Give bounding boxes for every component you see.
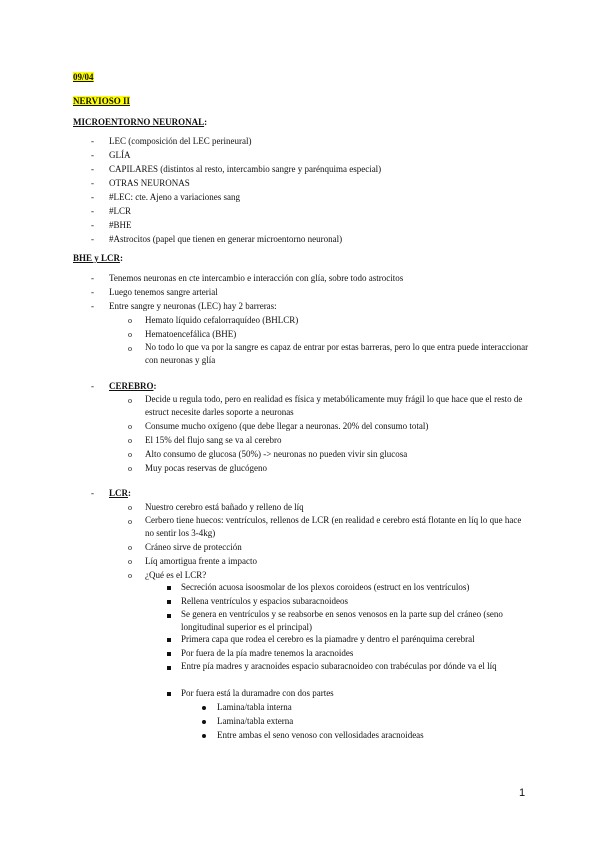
dash-bullet: - bbox=[91, 164, 94, 174]
sub-list-item: El 15% del flujo sang se va al cerebro bbox=[145, 435, 282, 445]
sub-list-item: Nuestro cerebro está bañado y relleno de líq bbox=[145, 502, 304, 512]
sub-list-item: Hemato líquido cefalorraquídeo (BHLCR) bbox=[145, 315, 299, 325]
circle-bullet-icon: o bbox=[128, 396, 132, 405]
sub-sub-list-item: Primera capa que rodea el cerebro es la piamadre y dentro el parénquima cerebral bbox=[181, 634, 475, 644]
list-item: CAPILARES (distintos al resto, intercambio sangre y parénquima especial) bbox=[109, 164, 382, 174]
sub-sub-sub-list-item: Lamina/tabla interna bbox=[217, 702, 292, 712]
sub-sub-list-item: Entre pía madres y aracnoides espacio subaracnoideo con trabéculas por dónde va el líq bbox=[181, 661, 497, 671]
date-heading: 09/04 bbox=[73, 72, 94, 82]
section-heading-microentorno: MICROENTORNO NEURONAL: bbox=[73, 117, 208, 127]
dash-bullet: - bbox=[91, 136, 94, 146]
sub-sub-list-item: Por fuera está la duramadre con dos partes bbox=[181, 688, 334, 698]
dash-bullet: - bbox=[91, 488, 94, 498]
list-item: Luego tenemos sangre arterial bbox=[109, 287, 218, 297]
sub-list-item: Consume mucho oxígeno (que debe llegar a neuronas. 20% del consumo total) bbox=[145, 421, 429, 431]
circle-bullet-icon: o bbox=[128, 503, 132, 512]
dash-bullet: - bbox=[91, 301, 94, 311]
square-bullet-icon bbox=[167, 614, 171, 618]
sub-sub-list-item: Rellena ventrículos y espacios subaracnoideos bbox=[181, 596, 348, 606]
dash-bullet: - bbox=[91, 234, 94, 244]
sub-list-item: Cráneo sirve de protección bbox=[145, 542, 242, 552]
page-title: NERVIOSO II bbox=[73, 96, 130, 106]
square-bullet-icon bbox=[167, 638, 171, 642]
circle-bullet-icon: o bbox=[128, 316, 132, 325]
circle-bullet-icon: o bbox=[128, 517, 132, 526]
list-item: GLÍA bbox=[109, 150, 131, 160]
circle-bullet-icon: o bbox=[128, 450, 132, 459]
sub-sub-list-item: Por fuera de la pía madre tenemos la aracnoides bbox=[181, 648, 354, 658]
square-bullet-icon bbox=[167, 652, 171, 656]
dash-bullet: - bbox=[91, 381, 94, 391]
sub-sub-sub-list-item: Entre ambas el seno venoso con vellosidades aracnoideas bbox=[217, 730, 424, 740]
dash-bullet: - bbox=[91, 150, 94, 160]
list-item: LEC (composición del LEC perineural) bbox=[109, 136, 252, 146]
circle-bullet-icon: o bbox=[128, 557, 132, 566]
sub-list-item: No todo lo que va por la sangre es capaz de entrar por estas barreras, pero lo que entra puede interaccionar con neuronas y glía bbox=[145, 342, 529, 365]
dash-bullet: - bbox=[91, 206, 94, 216]
dot-bullet-icon bbox=[202, 706, 206, 710]
section-heading-cerebro: CEREBRO: bbox=[109, 381, 157, 391]
dash-bullet: - bbox=[91, 178, 94, 188]
section-heading-lcr: LCR: bbox=[109, 488, 132, 498]
list-item: Tenemos neuronas en cte intercambio e interacción con glía, sobre todo astrocitos bbox=[109, 273, 404, 283]
circle-bullet-icon: o bbox=[128, 330, 132, 339]
list-item: OTRAS NEURONAS bbox=[109, 178, 190, 188]
square-bullet-icon bbox=[167, 692, 171, 696]
list-item: #LCR bbox=[109, 206, 132, 216]
sub-sub-list-item: Se genera en ventrículos y se reabsorbe en senos venosos en la parte sup del cráneo (seno longitudinal superior es el principal) bbox=[181, 609, 503, 632]
circle-bullet-icon: o bbox=[128, 543, 132, 552]
list-item: #LEC: cte. Ajeno a variaciones sang bbox=[109, 192, 240, 202]
sub-list-item: Decide u regula todo, pero en realidad es física y metabólicamente muy frágil lo que hace que el resto de estruct necesite darles soporte a neuronas bbox=[145, 394, 523, 417]
circle-bullet-icon: o bbox=[128, 464, 132, 473]
circle-bullet-icon: o bbox=[128, 344, 132, 353]
page-number: 1 bbox=[519, 787, 526, 799]
sub-list-item: Hematoencefálica (BHE) bbox=[145, 329, 237, 339]
list-item: #Astrocitos (papel que tienen en generar microentorno neuronal) bbox=[109, 234, 343, 244]
square-bullet-icon bbox=[167, 600, 171, 604]
dot-bullet-icon bbox=[202, 734, 206, 738]
square-bullet-icon bbox=[167, 666, 171, 670]
sub-list-item: Muy pocas reservas de glucógeno bbox=[145, 463, 267, 473]
dash-bullet: - bbox=[91, 287, 94, 297]
dash-bullet: - bbox=[91, 192, 94, 202]
circle-bullet-icon: o bbox=[128, 571, 132, 580]
circle-bullet-icon: o bbox=[128, 436, 132, 445]
dot-bullet-icon bbox=[202, 720, 206, 724]
dash-bullet: - bbox=[91, 220, 94, 230]
sub-list-item: Alto consumo de glucosa (50%) -> neuronas no pueden vivir sin glucosa bbox=[145, 449, 408, 459]
sub-sub-list-item: Secreción acuosa isoosmolar de los plexos coroideos (estruct en los ventrículos) bbox=[181, 582, 470, 592]
sub-sub-sub-list-item: Lamina/tabla externa bbox=[217, 716, 294, 726]
circle-bullet-icon: o bbox=[128, 422, 132, 431]
sub-list-item: Cerbero tiene huecos: ventrículos, rellenos de LCR (en realidad e cerebro está flotante en líq lo que hace no sentir los 3-4kg) bbox=[145, 515, 522, 538]
sub-list-item: Líq amortigua frente a impacto bbox=[145, 556, 257, 566]
list-item: #BHE bbox=[109, 220, 132, 230]
sub-list-item: ¿Qué es el LCR? bbox=[145, 570, 207, 580]
square-bullet-icon bbox=[167, 586, 171, 590]
section-heading-bhe-lcr: BHE y LCR: bbox=[73, 253, 124, 263]
dash-bullet: - bbox=[91, 273, 94, 283]
list-item: Entre sangre y neuronas (LEC) hay 2 barreras: bbox=[109, 301, 277, 311]
